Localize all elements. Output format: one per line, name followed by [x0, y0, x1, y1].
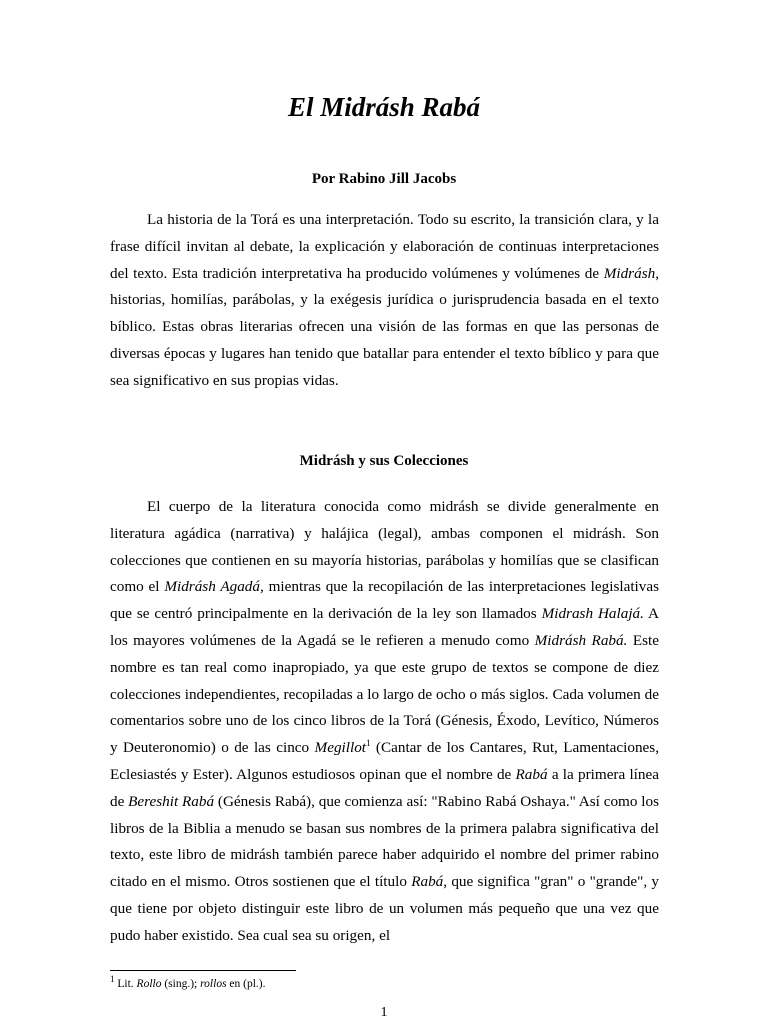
intro-italic-1: Midrásh	[603, 264, 656, 282]
body-text-6: a la primera línea de	[110, 765, 659, 810]
body-italic-4: Megillot	[314, 739, 367, 757]
body-italic-5: Rabá	[515, 765, 548, 783]
body-text-3: A los mayores volúmenes de la Agadá se le refieren a menudo como	[110, 605, 659, 649]
footnote-mark: 1	[110, 974, 115, 985]
author-byline: Por Rabino Jill Jacobs	[311, 171, 457, 187]
page-number: 1	[380, 1005, 388, 1020]
document-title: El Midrásh Rabá	[287, 92, 481, 122]
body-text-5: (Cantar de los Cantares, Rut, Lamentaciones, Eclesiastés y Ester). Algunos estudiosos opinan que el nombre de	[110, 739, 659, 783]
footnote-text-3: en (pl.).	[226, 978, 266, 990]
footnote-reference[interactable]: 1	[366, 738, 371, 749]
section-heading: Midrásh y sus Colecciones	[299, 453, 469, 469]
intro-text-1: La historia de la Torá es una interpretación. Todo su escrito, la transición clara, y la frase difícil invitan al debate, la explicación y elaboración de continuas interpretaciones del texto. Esta tradición interpretativa ha producido volúmenes y volúmenes de	[110, 211, 659, 282]
footnote-italic-2: rollos	[200, 978, 227, 990]
footnote-divider	[110, 970, 296, 971]
footnote-italic-1: Rollo	[136, 978, 162, 990]
body-text-4: Este nombre es tan real como inapropiado, ya que este grupo de textos se compone de diez colecciones independientes, recopiladas a lo largo de ocho o más siglos. Cada volumen de comentarios sobre uno de los cinco libros de la Torá (Génesis, Éxodo, Levítico, Números y Deuteronomio) o de las cinco	[110, 631, 659, 757]
body-italic-7: Rabá,	[411, 873, 448, 891]
footnote	[110, 974, 266, 990]
body-italic-3: Midrásh Rabá.	[534, 631, 628, 649]
intro-paragraph	[110, 207, 659, 395]
footnote-text-2: (sing.);	[161, 978, 201, 990]
body-italic-2: Midrash Halajá.	[541, 605, 644, 623]
intro-text-2: , historias, homilías, parábolas, y la exégesis jurídica o jurisprudencia basada en el texto bíblico. Estas obras literarias ofrecen una visión de las formas en que las personas de diversas épocas y lugares han tenido que batallar para entender el texto bíblico y para que sea significativo en sus propias vidas.	[110, 264, 659, 389]
body-paragraph	[110, 494, 659, 950]
body-text-1: El cuerpo de la literatura conocida como midrásh se divide generalmente en literatura agádica (narrativa) y halájica (legal), ambas componen el midrásh. Son colecciones que contienen en su mayoría historias, parábolas y homilías que se clasifican como el	[110, 498, 659, 596]
body-text-8: que significa "gran" o "grande", y que tiene por objeto distinguir este libro de un volumen más pequeño que una vez que pudo haber existido. Sea cual sea su origen, el	[110, 873, 659, 944]
body-text-7: (Génesis Rabá), que comienza así: "Rabino Rabá Oshaya." Así como los libros de la Biblia a menudo se basan sus nombres de la primera palabra significativa del texto, este libro de midrásh también parece haber adquirido el nombre del primer rabino citado en el mismo. Otros sostienen que el título	[110, 792, 659, 891]
footnote-text-1: Lit.	[114, 978, 137, 990]
body-italic-6: Bereshit Rabá	[128, 792, 215, 810]
body-italic-1: Midrásh Agadá,	[164, 578, 264, 596]
body-text-2: mientras que la recopilación de las interpretaciones legislativas que se centró principalmente en la derivación de la ley son llamados	[110, 578, 660, 623]
